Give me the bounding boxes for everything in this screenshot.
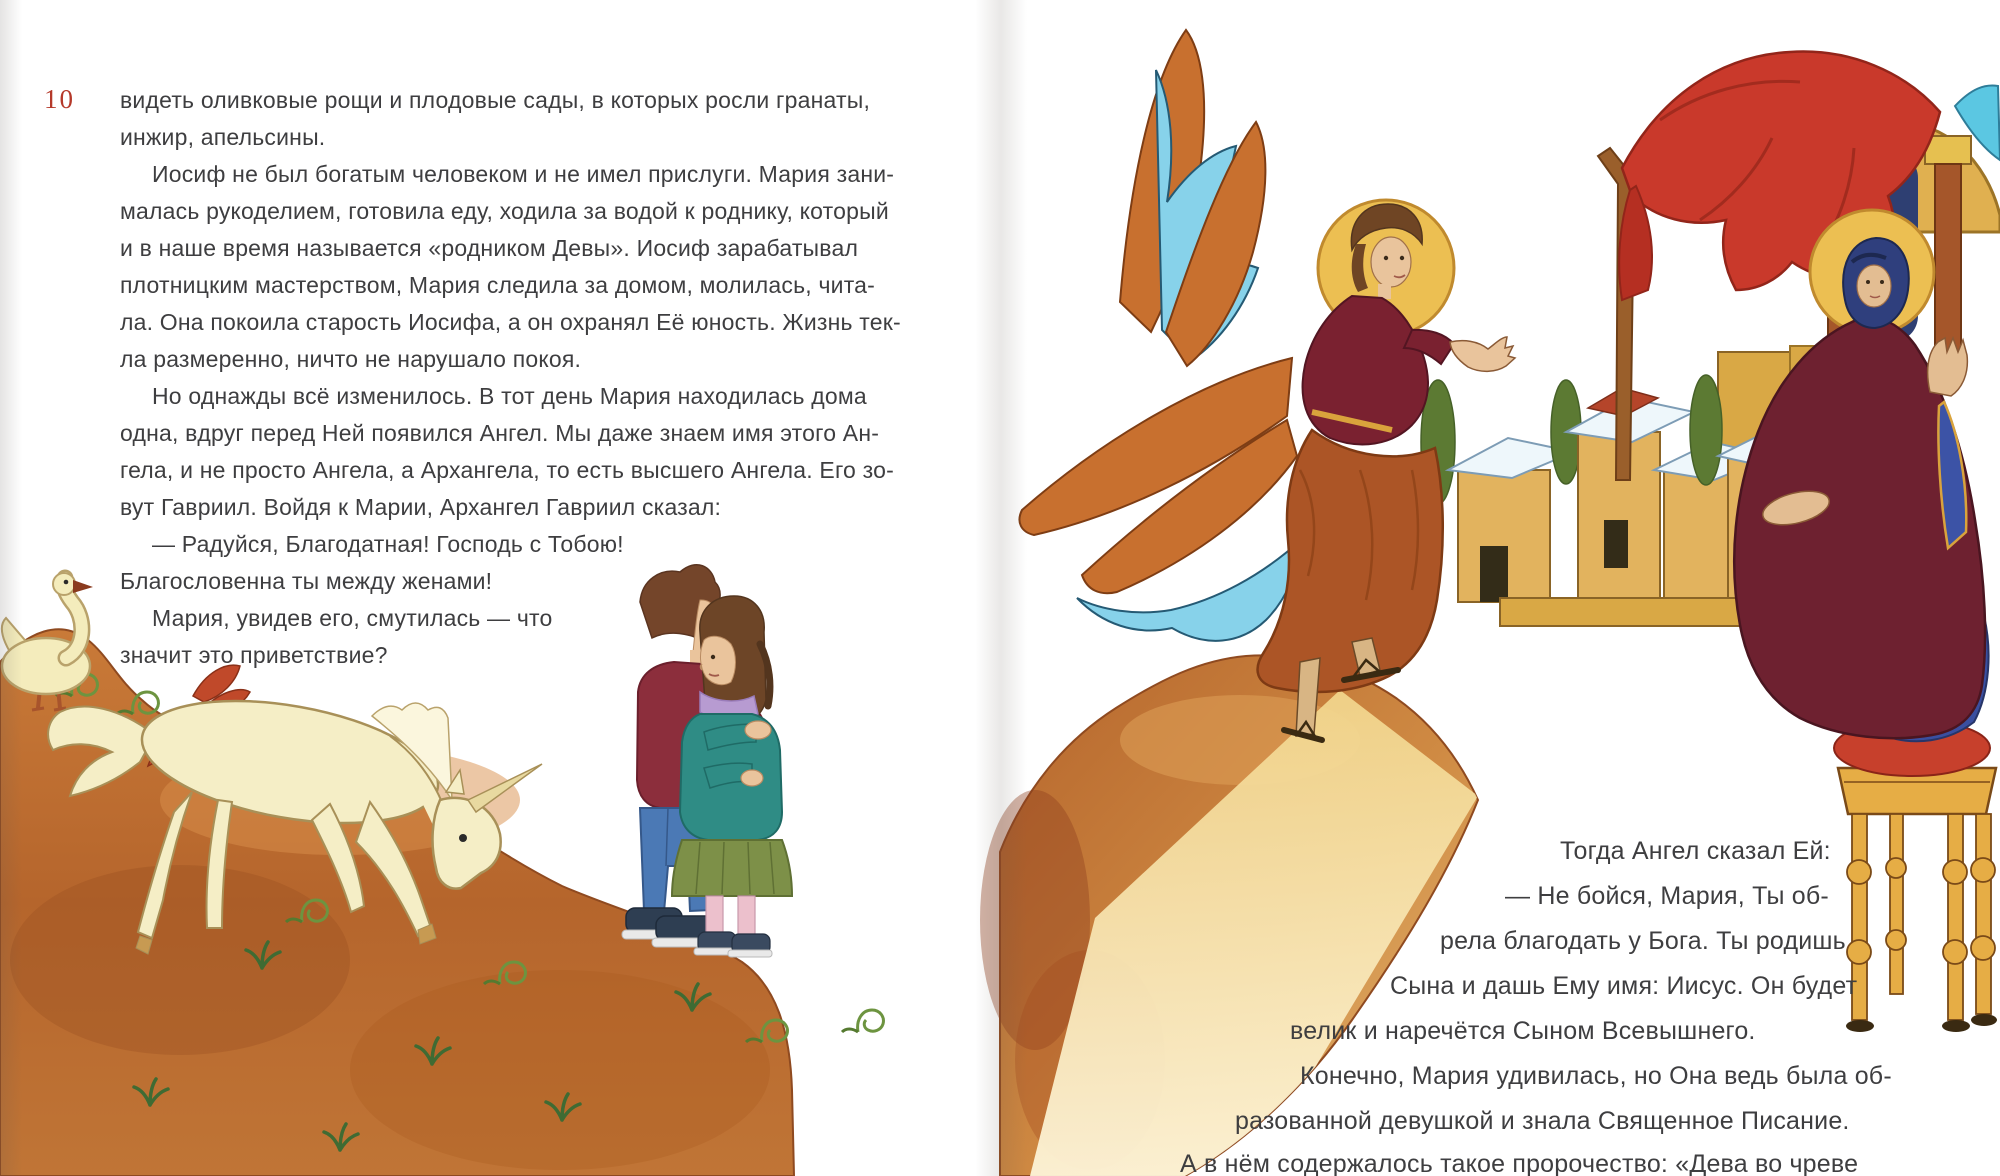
text-line: Тогда Ангел сказал Ей: <box>1560 837 1831 865</box>
text-line: Мария, увидев его, смутилась — что <box>152 605 553 631</box>
text-line: А в нём содержалось такое пророчество: «Дева во чреве <box>1180 1150 1859 1176</box>
text-line: разованной девушкой и знала Священное Писание. <box>1235 1107 1850 1135</box>
text-line: плотницким мастерством, Мария следила за домом, молилась, чита- <box>120 272 876 298</box>
text-line: Благословенна ты между женами! <box>120 568 493 594</box>
text-line: и в наше время называется «родником Девы». Иосиф зарабатывал <box>120 235 859 261</box>
golden-stool <box>1838 768 1997 1032</box>
text-line: ла. Она покоила старость Иосифа, а он охранял Её юность. Жизнь тек- <box>120 309 901 335</box>
text-line: велик и наречётся Сыном Всевышнего. <box>1290 1017 1756 1045</box>
page-number: 10 <box>44 84 75 114</box>
text-line: Конечно, Мария удивилась, но Она ведь была об- <box>1300 1062 1892 1090</box>
text-line: одна, вдруг перед Ней появился Ангел. Мы даже знаем имя этого Ан- <box>120 420 880 446</box>
text-line: — Не бойся, Мария, Ты об- <box>1505 882 1829 910</box>
text-line: Иосиф не был богатым человеком и не имел прислуги. Мария зани- <box>152 161 895 187</box>
text-line: Но однажды всё изменилось. В тот день Мария находилась дома <box>152 383 867 409</box>
text-line: вут Гавриил. Войдя к Марии, Архангел Гавриил сказал: <box>120 494 722 520</box>
text-line: инжир, апельсины. <box>120 124 326 150</box>
text-line: малась рукоделием, готовила еду, ходила за водой к роднику, который <box>120 198 889 224</box>
right-hill <box>980 655 1478 1176</box>
text-line: Сына и дашь Ему имя: Иисус. Он будет <box>1390 972 1858 1000</box>
text-line: ла размеренно, ничто не нарушало покоя. <box>120 346 582 372</box>
pointing-hand <box>1450 337 1515 371</box>
text-line: рела благодать у Бога. Ты родишь <box>1440 927 1846 955</box>
text-line: гела, и не просто Ангела, а Архангела, то есть высшего Ангела. Его зо- <box>120 457 894 483</box>
text-line: — Радуйся, Благодатная! Господь с Тобою! <box>152 531 624 557</box>
text-line: значит это приветствие? <box>120 642 388 668</box>
page-gutter <box>975 0 1027 1176</box>
text-line: видеть оливковые рощи и плодовые сады, в которых росли гранаты, <box>120 87 871 113</box>
